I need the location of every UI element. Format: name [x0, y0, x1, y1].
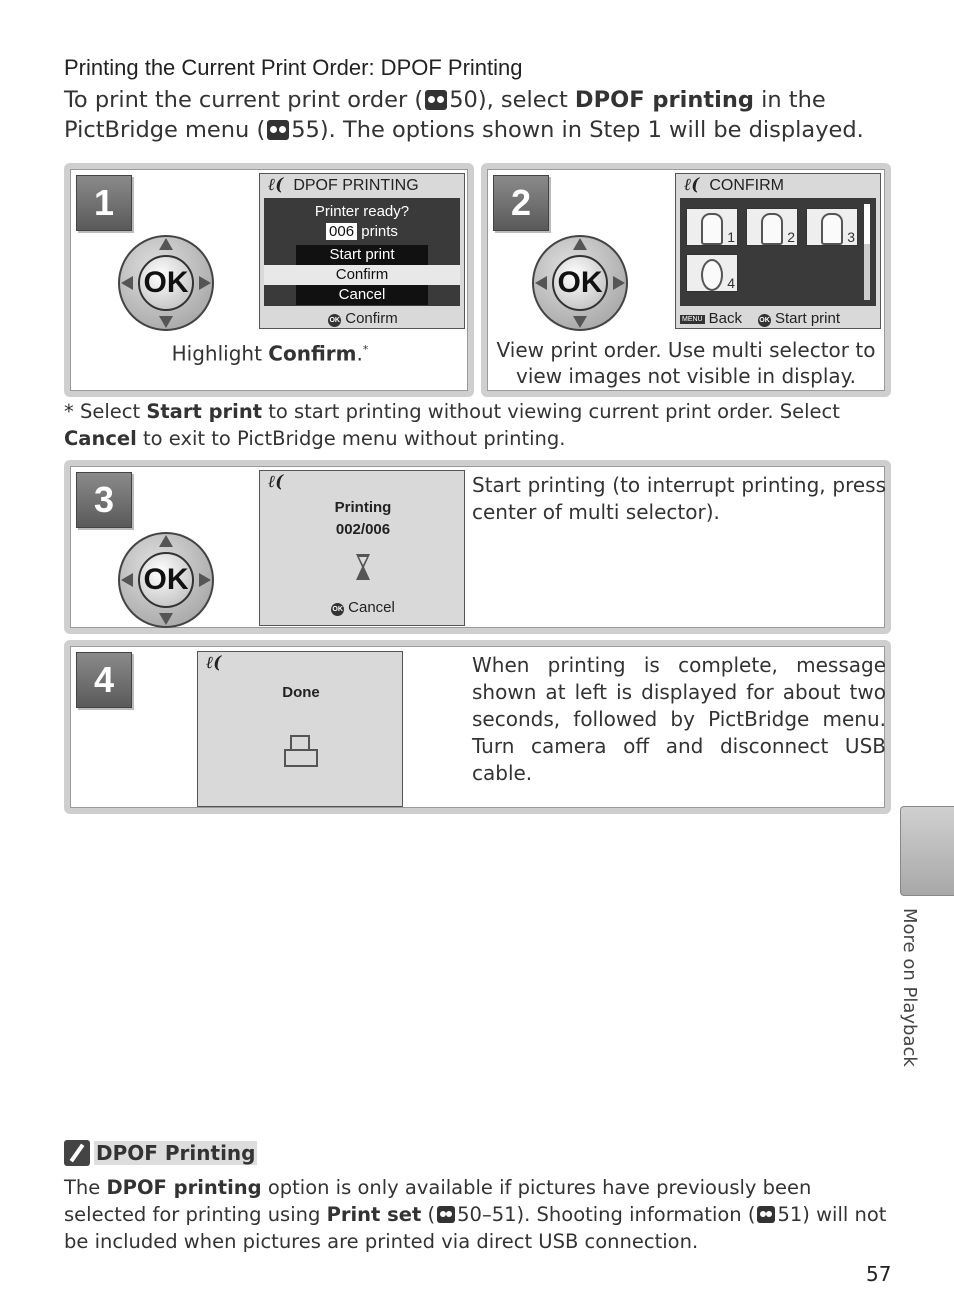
step-4-text: When printing is complete, message shown at left is displayed for about two seconds, followed by PictBridge menu. Turn camera off and disconnect USB cable. [472, 653, 886, 785]
lcd-confirm [675, 173, 881, 329]
ok-badge-icon: OK [328, 314, 341, 327]
step-3-box [64, 460, 891, 634]
section-tab-label: More on Playback [899, 908, 920, 1067]
thumbnail[interactable]: 1 [686, 208, 738, 246]
thumbnail-grid [680, 198, 876, 306]
page-reference-icon [267, 120, 289, 140]
multi-selector-icon [118, 235, 214, 331]
pencil-icon [64, 1140, 90, 1166]
step-number: 3 [76, 472, 132, 528]
lcd-title: DPOF PRINTING [293, 177, 419, 194]
menu-option-cancel[interactable]: Cancel [296, 285, 428, 305]
menu-badge-icon: MENU [682, 316, 703, 323]
lcd-question: Printer ready? [314, 203, 410, 220]
ok-button-icon: OK [138, 552, 194, 608]
lcd-footer: Confirm [345, 310, 398, 327]
menu-option-confirm[interactable]: Confirm [264, 265, 460, 285]
step-2-caption: View print order. Use multi selector to view images not visible in display. [496, 338, 876, 388]
lcd-done [197, 651, 403, 807]
scrollbar[interactable] [864, 204, 870, 300]
print-count: 006 [326, 223, 357, 240]
ok-badge-icon: OK [331, 603, 344, 616]
note-heading: DPOF Printing [64, 1140, 257, 1166]
printing-label: Printing [334, 499, 392, 516]
step-1-caption: Highlight Confirm.* [171, 341, 369, 366]
step-number: 1 [76, 175, 132, 231]
printing-progress: 002/006 [335, 521, 391, 538]
step-4-box [64, 640, 891, 814]
start-print-label: Start print [775, 310, 841, 327]
step-number: 4 [76, 652, 132, 708]
pictbridge-icon: ℓ( [684, 175, 700, 195]
pictbridge-icon: ℓ( [268, 472, 284, 492]
page-reference-icon [757, 1206, 775, 1223]
section-tab[interactable] [900, 806, 954, 896]
multi-selector-icon [118, 532, 214, 628]
intro-paragraph: To print the current print order ( 50), select DPOF printing in the PictBridge menu ( 55). The options shown in Step 1 will be displayed. [64, 87, 864, 143]
thumbnail[interactable]: 2 [746, 208, 798, 246]
hourglass-icon [355, 553, 371, 581]
footnote: * Select Start print to start printing without viewing current print order. Select Cancel to exit to PictBridge menu without printing. [64, 400, 840, 450]
lcd-title: CONFIRM [709, 177, 784, 194]
thumbnail[interactable]: 4 [686, 254, 738, 292]
step-1-box [64, 163, 474, 397]
page-number: 57 [866, 1262, 892, 1286]
back-label: Back [708, 310, 742, 327]
lcd-dpof-printing: ℓ( DPOF PRINTING Printer ready? 006 prints Start print Confirm Cancel OK Confirm [259, 173, 465, 329]
ok-button-icon: OK [138, 255, 194, 311]
page-reference-icon [425, 90, 447, 110]
page-reference-icon [437, 1206, 455, 1223]
done-label: Done [282, 684, 320, 701]
pictbridge-icon: ℓ( [206, 653, 222, 673]
menu-option-start-print[interactable]: Start print [296, 245, 428, 265]
ok-badge-icon: OK [758, 314, 771, 327]
pictbridge-icon: ℓ( [268, 175, 284, 195]
lcd-footer: Cancel [348, 599, 395, 616]
step-number: 2 [493, 175, 549, 231]
section-heading: Printing the Current Print Order: DPOF Printing [64, 55, 523, 80]
thumbnail[interactable]: 3 [806, 208, 858, 246]
step-3-text: Start printing (to interrupt printing, press center of multi selector). [472, 473, 886, 524]
printer-icon [283, 734, 319, 768]
lcd-printing [259, 470, 465, 626]
note-body: The DPOF printing option is only available if pictures have previously been selected for printing using Print set ( 50–51). Shooting information ( 51) will not be included when pictures are printed via direct USB connection. [64, 1176, 887, 1253]
step-2-box [481, 163, 891, 397]
ok-button-icon: OK [552, 255, 608, 311]
multi-selector-icon [532, 235, 628, 331]
